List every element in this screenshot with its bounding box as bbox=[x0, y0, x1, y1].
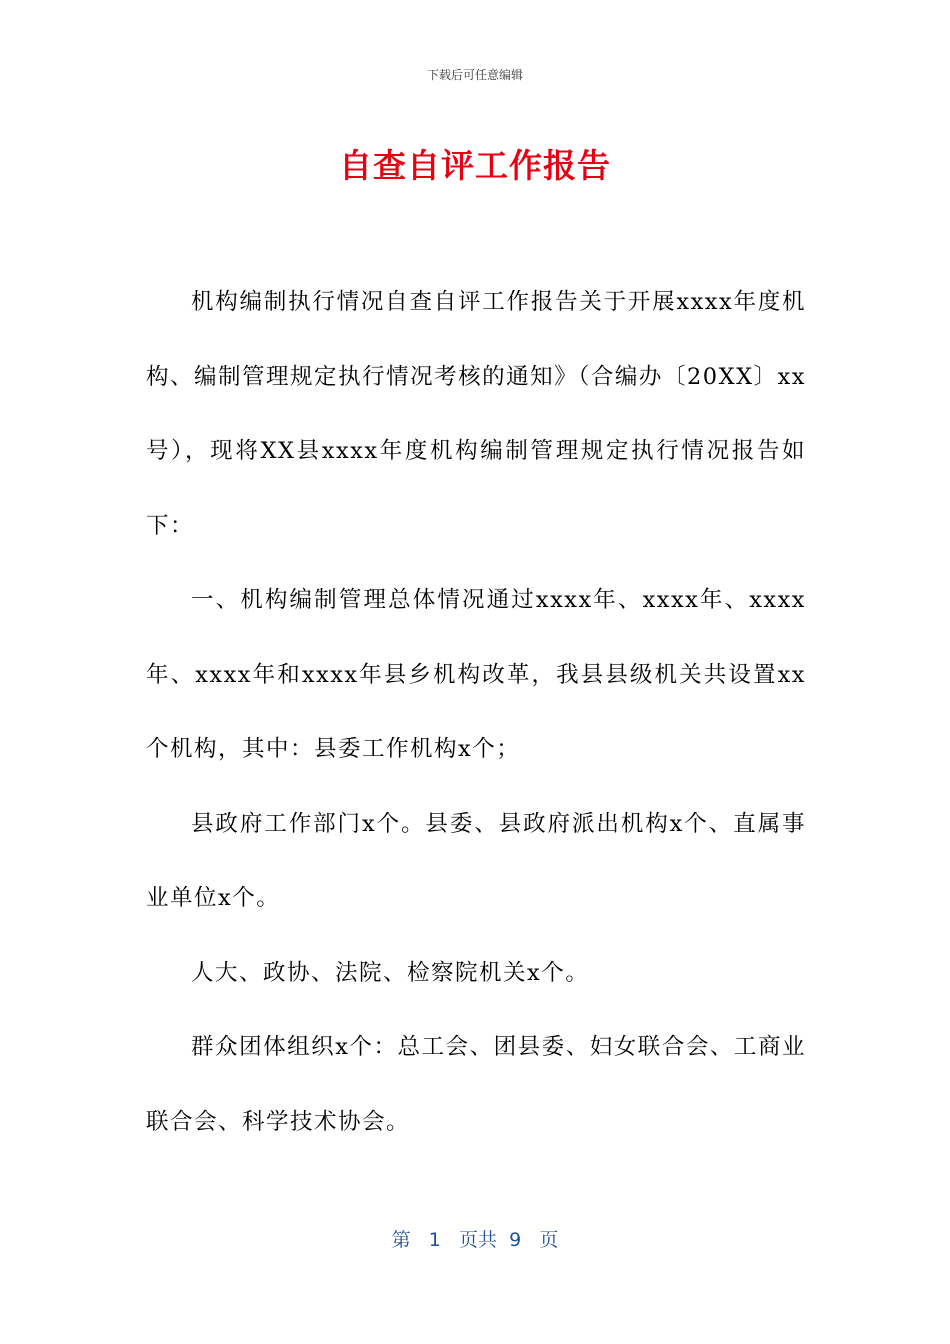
paragraph: 一、机构编制管理总体情况通过xxxx年、xxxx年、xxxx年、xxxx年和xxxx年县乡机构改革，我县县级机关共设置xx个机构，其中：县委工作机构x个； bbox=[146, 587, 806, 762]
header-note: 下载后可任意编辑 bbox=[426, 68, 523, 82]
paragraph: 人大、政协、法院、检察院机关x个。 bbox=[191, 959, 590, 986]
paragraph: 机构编制执行情况自查自评工作报告关于开展xxxx年度机构、编制管理规定执行情况考核的通知》（合编办〔20XX〕xx号），现将XX县xxxx年度机构编制管理规定执行情况报告如下： bbox=[146, 289, 806, 539]
paragraph: 县政府工作部门x个。县委、县政府派出机构x个、直属事业单位x个。 bbox=[146, 810, 806, 911]
document-body bbox=[146, 265, 806, 1159]
current-page-number: 1 bbox=[428, 1229, 441, 1251]
total-pages-number: 9 bbox=[509, 1229, 522, 1251]
page-footer bbox=[0, 1225, 950, 1252]
footer-suffix: 页 bbox=[539, 1229, 559, 1251]
paragraph: 群众团体组织x个：总工会、团县委、妇女联合会、工商业联合会、科学技术协会。 bbox=[146, 1034, 806, 1135]
footer-middle: 页共 bbox=[459, 1229, 498, 1251]
footer-prefix: 第 bbox=[391, 1229, 411, 1251]
document-title: 自查自评工作报告 bbox=[339, 146, 611, 185]
